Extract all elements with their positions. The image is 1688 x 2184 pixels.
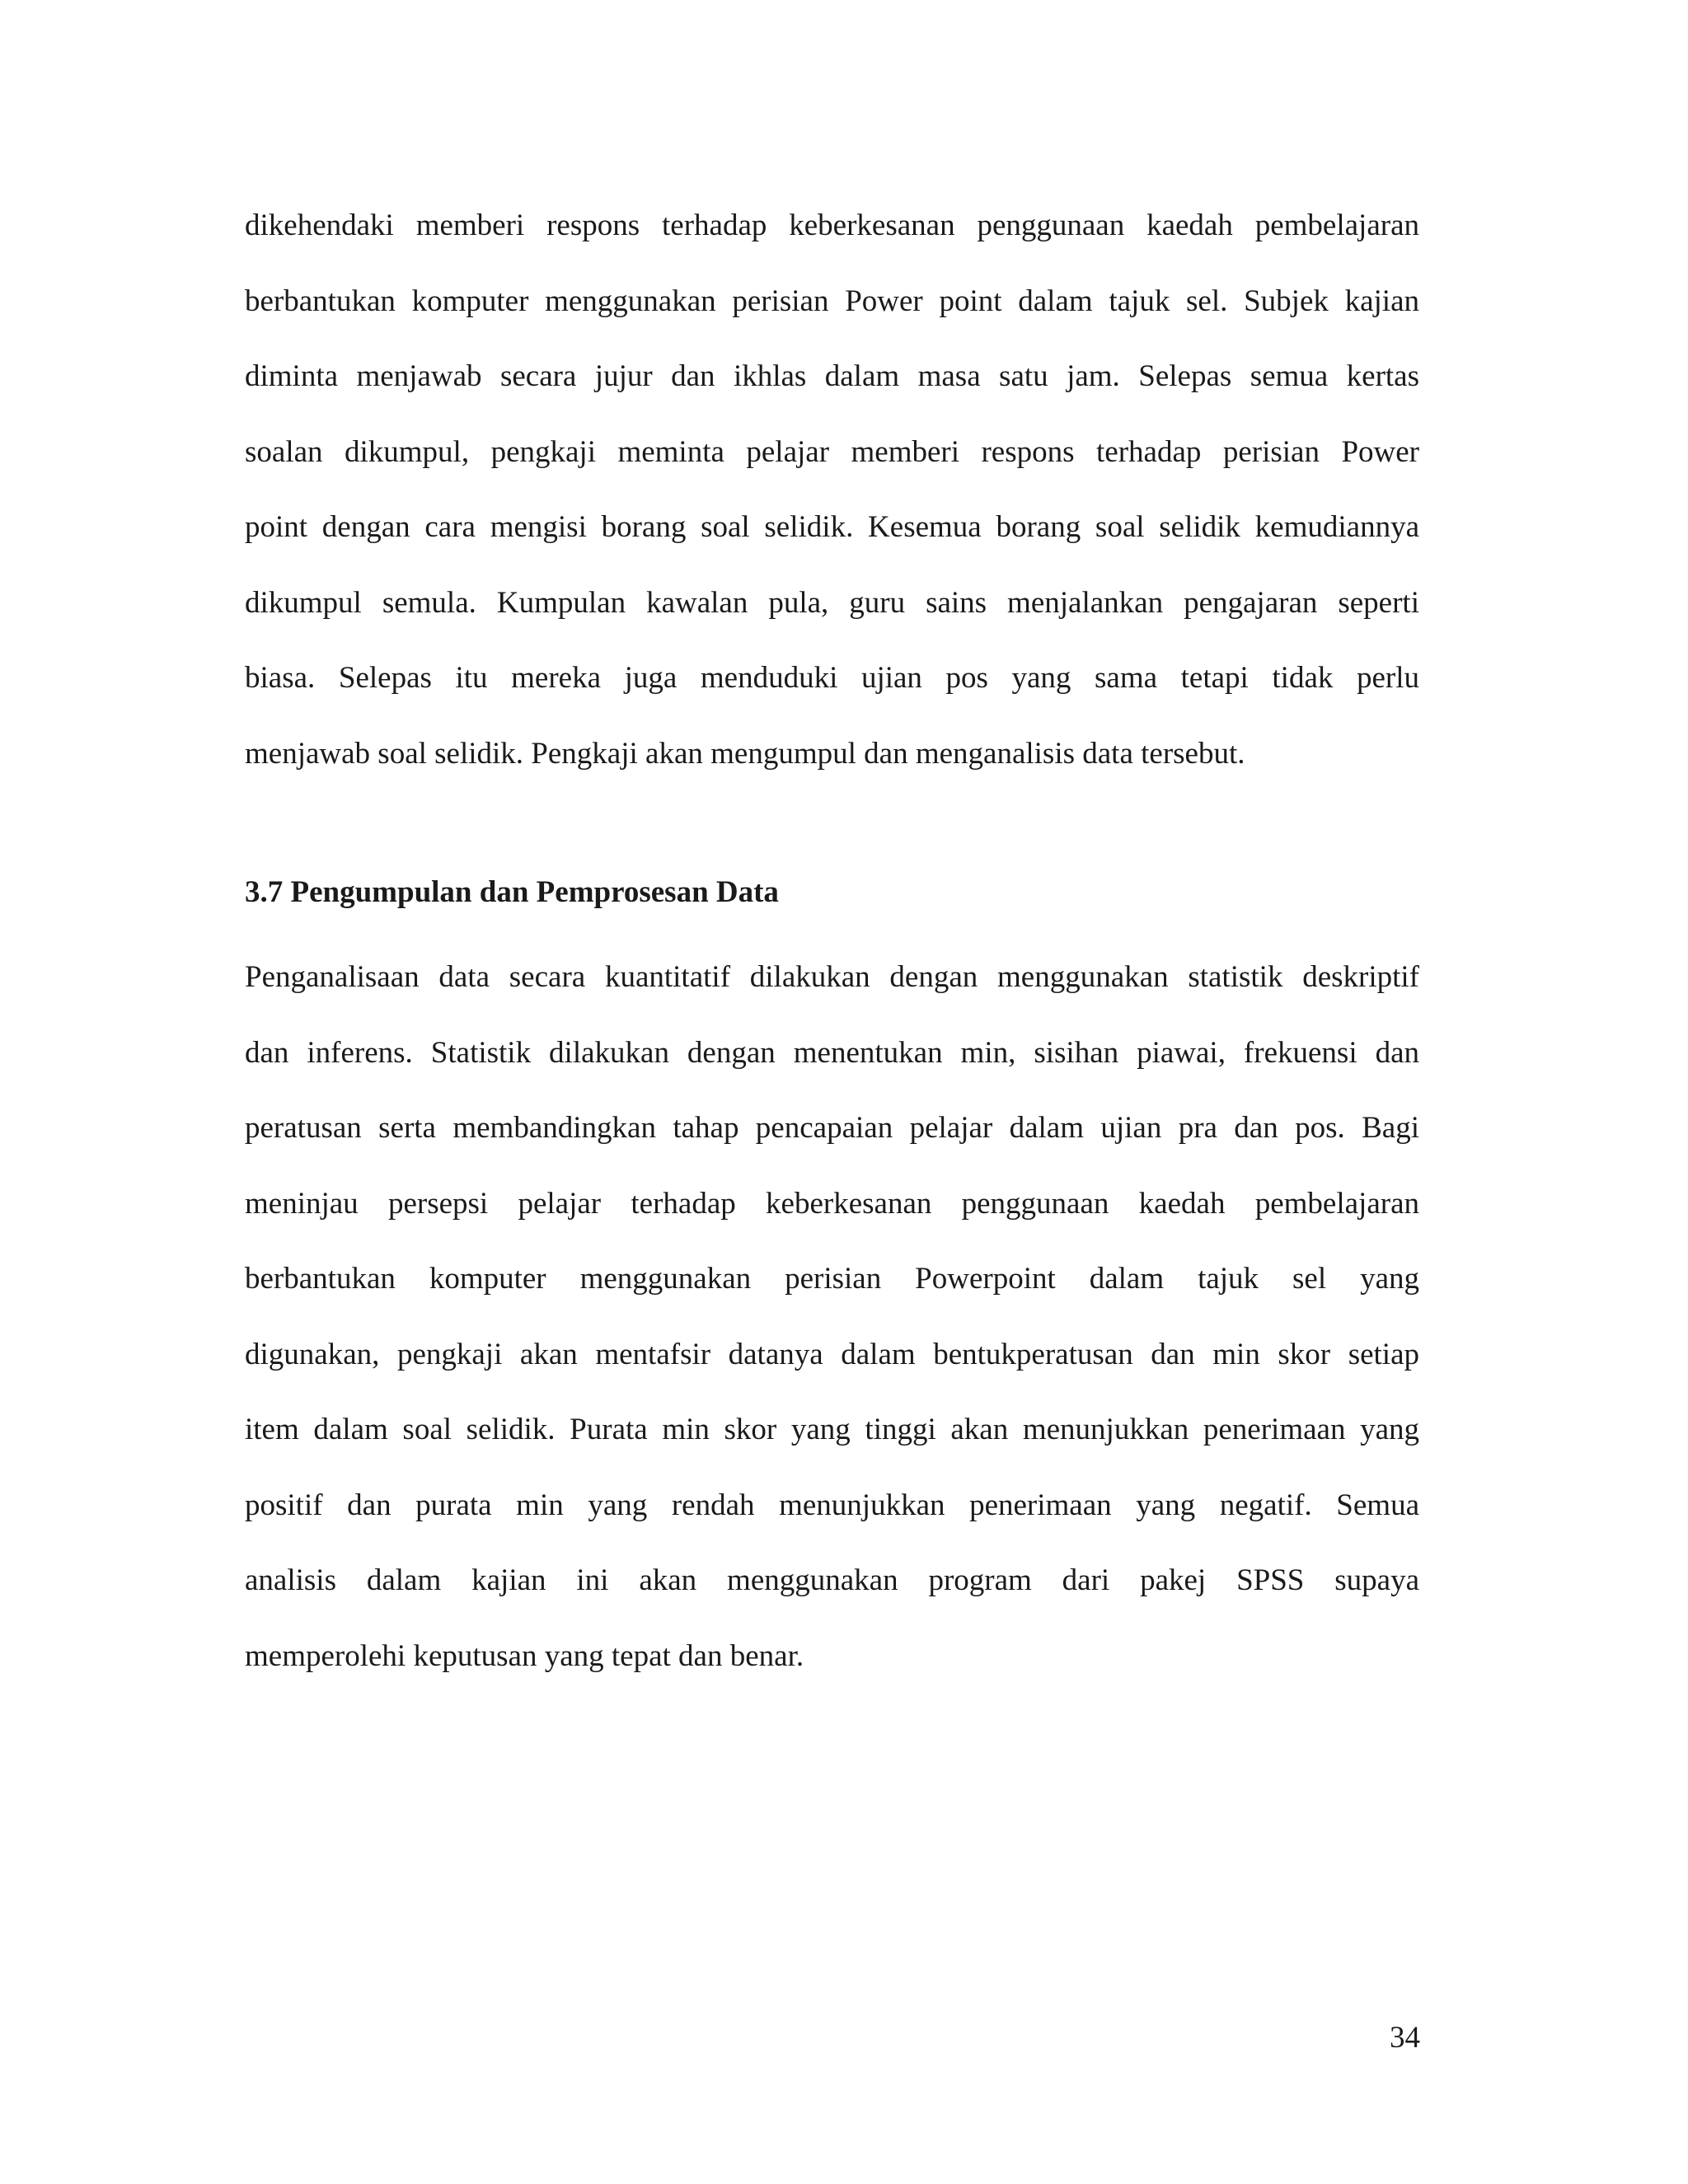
section-paragraph — [245, 940, 1419, 1694]
paragraph-line: berbantukan komputer menggunakan perisian Power point dalam tajuk sel. Subjek kajian — [245, 284, 1419, 318]
paragraph-line: peratusan serta membandingkan tahap pencapaian pelajar dalam ujian pra dan pos. Bagi — [245, 1111, 1419, 1145]
paragraph-line: memperolehi keputusan yang tepat dan benar. — [245, 1638, 804, 1673]
paragraph-line: digunakan, pengkaji akan mentafsir datanya dalam bentukperatusan dan min skor setiap — [245, 1337, 1419, 1371]
paragraph-line: diminta menjawab secara jujur dan ikhlas dalam masa satu jam. Selepas semua kertas — [245, 359, 1419, 393]
paragraph-line: menjawab soal selidik. Pengkaji akan mengumpul dan menganalisis data tersebut. — [245, 736, 1245, 771]
paragraph-line: positif dan purata min yang rendah menunjukkan penerimaan yang negatif. Semua — [245, 1488, 1419, 1522]
paragraph-line: biasa. Selepas itu mereka juga menduduki ujian pos yang sama tetapi tidak perlu — [245, 661, 1419, 695]
paragraph-line: analisis dalam kajian ini akan menggunakan program dari pakej SPSS supaya — [245, 1563, 1419, 1597]
paragraph-line: point dengan cara mengisi borang soal selidik. Kesemua borang soal selidik kemudiannya — [245, 510, 1419, 544]
page-number: 34 — [1390, 2021, 1420, 2055]
paragraph-line: dan inferens. Statistik dilakukan dengan menentukan min, sisihan piawai, frekuensi dan — [245, 1035, 1419, 1070]
paragraph-line: soalan dikumpul, pengkaji meminta pelajar memberi respons terhadap perisian Power — [245, 434, 1419, 469]
paragraph-line: meninjau persepsi pelajar terhadap keberkesanan penggunaan kaedah pembelajaran — [245, 1186, 1419, 1221]
section-heading: 3.7 Pengumpulan dan Pemprosesan Data — [245, 875, 779, 909]
paragraph-line: dikehendaki memberi respons terhadap keberkesanan penggunaan kaedah pembelajaran — [245, 209, 1419, 242]
paragraph-line: Penganalisaan data secara kuantitatif dilakukan dengan menggunakan statistik deskriptif — [245, 960, 1419, 994]
paragraph-line: item dalam soal selidik. Purata min skor yang tinggi akan menunjukkan penerimaan yang — [245, 1413, 1419, 1446]
paragraph-continuation — [245, 188, 1419, 791]
paragraph-line: berbantukan komputer menggunakan perisian Powerpoint dalam tajuk sel yang — [245, 1262, 1419, 1296]
paragraph-line: dikumpul semula. Kumpulan kawalan pula, guru sains menjalankan pengajaran seperti — [245, 585, 1419, 620]
